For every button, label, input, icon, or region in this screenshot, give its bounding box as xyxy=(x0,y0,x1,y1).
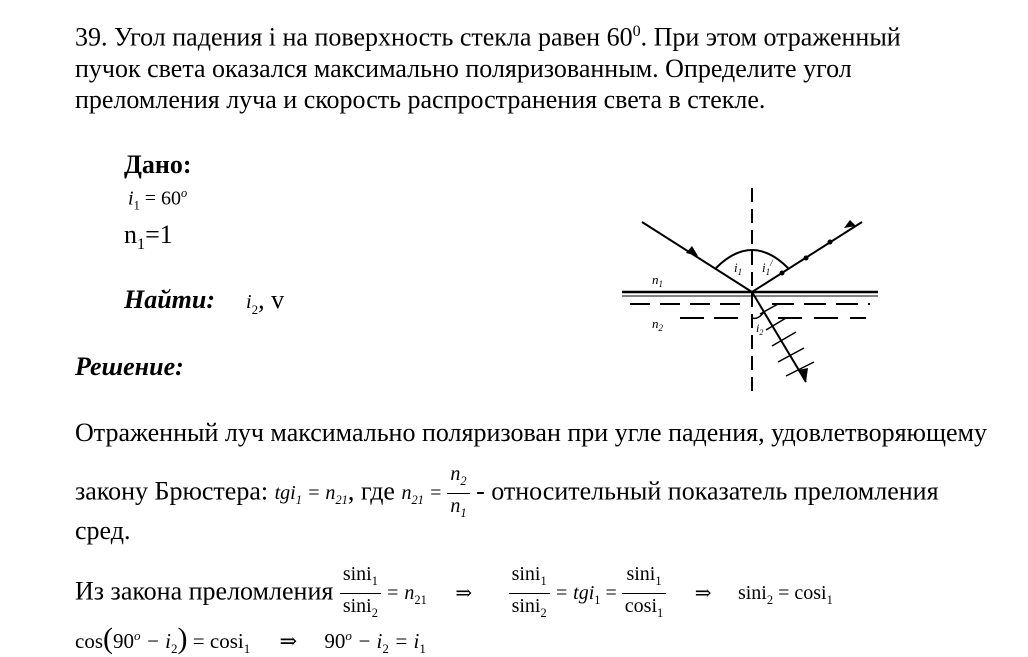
problem-line-2: пучок света оказался максимально поляризованным. Определите угол xyxy=(75,53,852,83)
fraction-n2-n1: $\frac{n_2}{n_1}$ xyxy=(447,462,469,525)
refracted-ray xyxy=(752,292,806,382)
reflected-dot-2 xyxy=(804,256,809,261)
solution-line-5: $\cos(90^o - i_2) = \cos i_1$ ⇒ $90^o - i_2 = i_1$ xyxy=(75,622,426,657)
label-i1-prime: $i_1^/$ xyxy=(762,258,773,277)
find-section: Найти: $i_2$, v xyxy=(124,285,285,318)
brewster-diagram xyxy=(600,178,880,400)
refracted-tick-4 xyxy=(778,348,804,362)
implies-arrow: ⇒ xyxy=(455,582,473,605)
given-i1: $i_1 = 60^o$ xyxy=(128,186,188,213)
solution-heading: Решение: xyxy=(75,352,184,381)
problem-line-3: преломления луча и скорость распространения света в стекле. xyxy=(75,84,766,114)
label-n2: $n_2$ xyxy=(652,316,663,333)
label-i1: $i_1$ xyxy=(734,260,743,277)
incident-arrow xyxy=(686,246,698,256)
find-label: Найти: xyxy=(124,285,216,314)
solution-line-1: Отраженный луч максимально поляризован при угле падения, удовлетворяющему xyxy=(75,418,987,447)
solution-line-4: Из закона преломления $\frac{\sin i_1}{\sin i_2}$ = $n_{21}$ ⇒ $\frac{\sin i_1}{\sin i_2}$ = tgi$_1$ = $\frac{\sin i_1}{\cos i_1}$ ⇒ sini$_2$ = cosi$_1$ xyxy=(75,562,833,625)
problem-line-1: 39. Угол падения i на поверхность стекла равен $60^0$. При этом отраженный xyxy=(75,22,901,52)
fraction-sin-ratio-2: $\frac{\sin i_1}{\sin i_2}$ xyxy=(509,562,550,625)
fraction-sin-cos: $\frac{\sin i_1}{\cos i_1}$ xyxy=(622,562,666,625)
reflected-dot-1 xyxy=(780,271,785,276)
label-i2: $i_2$ xyxy=(756,321,764,337)
solution-line-3: сред. xyxy=(75,516,131,545)
fraction-sin-ratio-1: $\frac{\sin i_1}{\sin i_2}$ xyxy=(340,562,381,625)
problem-statement xyxy=(75,16,1005,115)
given-n1: $n_1=1$ xyxy=(124,220,173,254)
refracted-arrow xyxy=(798,368,808,382)
reflected-dot-3 xyxy=(828,240,833,245)
implies-arrow: ⇒ xyxy=(694,582,712,605)
solution-line-2: закону Брюстера: $tgi_1 = n_{21}$, где $n_{21}$ = $\frac{n_2}{n_1}$ - относительный показатель преломления xyxy=(75,462,939,525)
label-n1: $n_1$ xyxy=(652,272,663,289)
given-heading: Дано: xyxy=(124,150,192,179)
